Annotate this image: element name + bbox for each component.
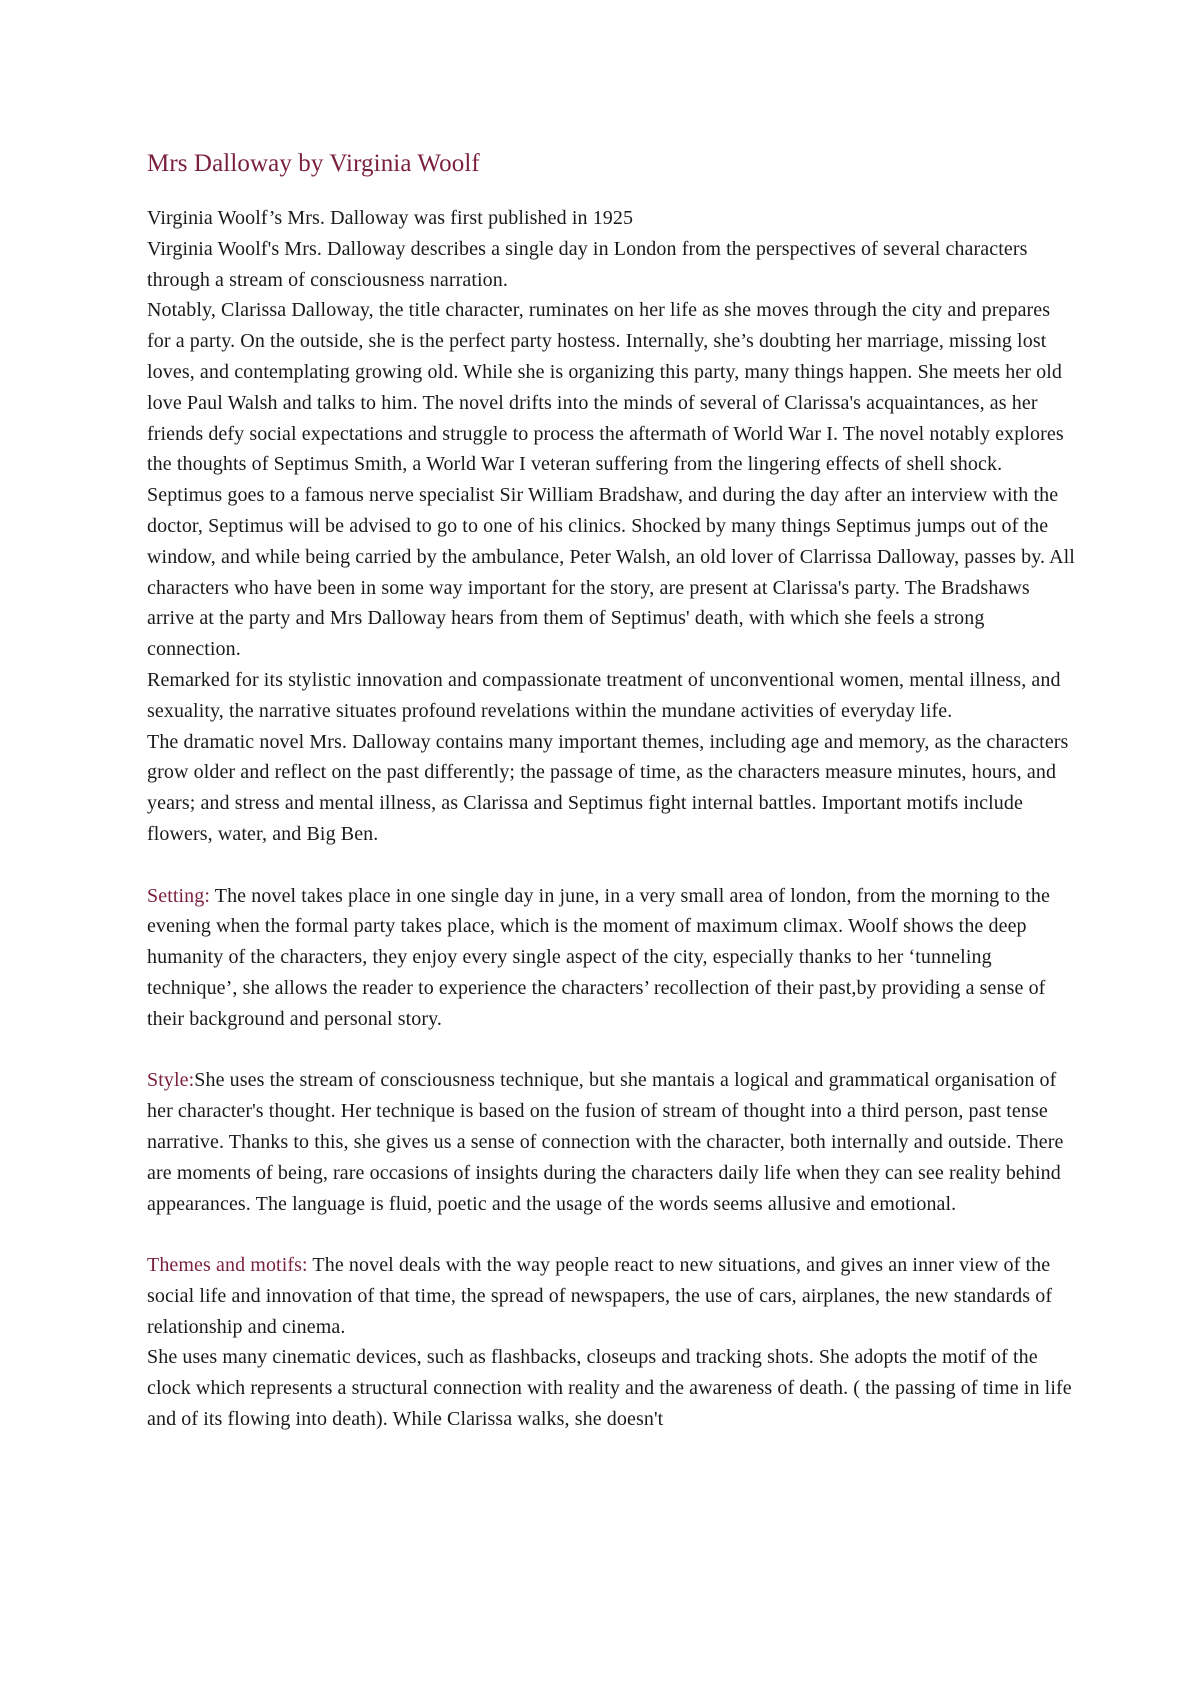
intro-paragraph-3: Notably, Clarissa Dalloway, the title character, ruminates on her life as she moves through the city and prepares for a party. On the outside, she is the perfect party hostess. Internally, she’s doubting her marriage, missing lost loves, and contemplating growing old. While she is organizing this party, many things happen. She meets her old love Paul Walsh and talks to him. The novel drifts into the minds of several of Clarissa's acquaintances, as her friends defy social expectations and struggle to process the aftermath of World War I. The novel notably explores the thoughts of Septimus Smith, a World War I veteran suffering from the lingering effects of shell shock. Septimus goes to a famous nerve specialist Sir William Bradshaw, and during the day after an interview with the doctor, Septimus will be advised to go to one of his clinics. Shocked by many things Septimus jumps out of the window, and while being carried by the ambulance, Peter Walsh, an old lover of Clarrissa Dalloway, passes by. All characters who have been in some way important for the story, are present at Clarissa's party. The Bradshaws arrive at the party and Mrs Dalloway hears from them of Septimus' death, with which she feels a strong connection. (147, 299, 1075, 661)
themes-paragraph-2: She uses many cinematic devices, such as flashbacks, closeups and tracking shots. She adopts the motif of the clock which represents a structural connection with reality and the awareness of death. ( the passing of time in life and of its flowing into death). While Clarissa walks, she doesn't (147, 1346, 1072, 1431)
paragraph-spacer (147, 1219, 1077, 1250)
themes-text: The novel deals with the way people react to new situations, and gives an inner view of the social life and innovation of that time, the spread of newspapers, the use of cars, airplanes, the new standards of relationship and cinema. (147, 1254, 1053, 1338)
paragraph-spacer (147, 850, 1077, 881)
document-title: Mrs Dalloway by Virginia Woolf (147, 150, 480, 177)
themes-label: Themes and motifs: (147, 1254, 308, 1277)
setting-label: Setting: (147, 884, 211, 907)
intro-paragraph-2: Virginia Woolf's Mrs. Dalloway describes a single day in London from the perspectives of several characters through a stream of consciousness narration. (147, 237, 1028, 291)
intro-paragraph-4: Remarked for its stylistic innovation and compassionate treatment of unconventional women, mental illness, and sexuality, the narrative situates profound revelations within the mundane activities of everyday life. (147, 668, 1061, 722)
themes-section (147, 1250, 1077, 1342)
style-label: Style: (147, 1069, 195, 1092)
setting-section (147, 881, 1077, 1035)
style-text: She uses the stream of consciousness technique, but she mantais a logical and grammatical organisation of her character's thought. Her technique is based on the fusion of stream of thought into a third person, past tense narrative. Thanks to this, she gives us a sense of connection with the character, both internally and outside. There are moments of being, rare occasions of insights during the characters daily life when they can see reality behind appearances. The language is fluid, poetic and the usage of the words seems allusive and emotional. (147, 1069, 1064, 1215)
paragraph-spacer (147, 1035, 1077, 1066)
style-section (147, 1065, 1077, 1219)
intro-paragraph-1: Virginia Woolf’s Mrs. Dalloway was first published in 1925 (147, 207, 634, 229)
document-body (147, 146, 1077, 1435)
intro-paragraph-5: The dramatic novel Mrs. Dalloway contains many important themes, including age and memory, as the characters grow older and reflect on the past differently; the passage of time, as the characters measure minutes, hours, and years; and stress and mental illness, as Clarissa and Septimus fight internal battles. Important motifs include flowers, water, and Big Ben. (147, 730, 1069, 845)
setting-text: The novel takes place in one single day in june, in a very small area of london, from the morning to the evening when the formal party takes place, which is the moment of maximum climax. Woolf shows the deep humanity of the characters, they enjoy every single aspect of the city, especially thanks to her ‘tunneling technique’, she allows the reader to experience the characters’ recollection of their past,by providing a sense of their background and personal story. (147, 884, 1050, 1030)
